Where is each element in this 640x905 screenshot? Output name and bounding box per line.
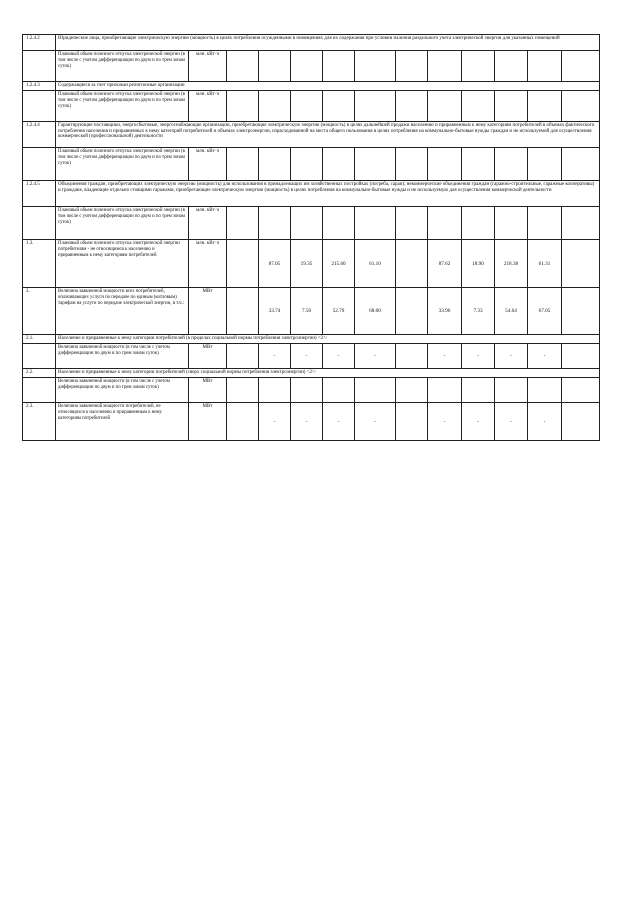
value-cell [428,378,462,403]
row-number: 1.2.4.5 [23,181,56,207]
tariff-table [22,34,600,441]
value-cell [227,344,259,369]
section-header-row [23,122,600,148]
value-cell [562,288,600,335]
value-cell: - [428,403,462,441]
value-cell [396,288,428,335]
value-cell [323,207,355,240]
value-cell [323,51,355,82]
value-cell: - [291,344,323,369]
section-header-row [23,369,600,378]
value-cell [495,207,528,240]
value-cell: 61.31 [528,240,562,288]
value-cell [259,207,291,240]
row-number: 2.3. [23,403,56,441]
unit-cell: млн. кВт·ч [189,91,227,122]
value-cell: - [355,403,396,441]
value-cell [428,91,462,122]
value-cell [562,403,600,441]
row-label: Величина заявленной мощности (в том числе с учетом дифференциации по двум и по трем зонам суток) [56,378,189,403]
value-cell [495,378,528,403]
unit-cell: МВт [189,378,227,403]
value-cell [259,378,291,403]
value-cell: - [259,344,291,369]
value-cell: 33.96 [428,288,462,335]
value-cell [291,207,323,240]
row-label: Величина заявленной мощности (в том числе с учетом дифференциации по двум и по трем зонам суток) [56,344,189,369]
tariff-table-sheet [22,34,595,441]
value-cell [528,378,562,403]
row-label: Величина заявленной мощности потребителей, не относящихся к населению и приравненным к нему категориям потребителей [56,403,189,441]
value-cell: - [428,344,462,369]
row-number [23,51,56,82]
value-cell [227,148,259,181]
section-header-row [23,335,600,344]
value-cell: - [462,403,495,441]
value-cell [227,51,259,82]
table-row [23,378,600,403]
value-cell [355,51,396,82]
row-number [23,207,56,240]
value-cell [291,51,323,82]
row-number: 2.1. [23,335,56,344]
row-number: 2. [23,288,56,335]
value-cell [396,51,428,82]
value-cell [291,378,323,403]
value-cell [462,378,495,403]
row-label: Плановый объем полезного отпуска электрической энергии (в том числе с учетом дифференциации по двум и по трем зонам суток) [56,207,189,240]
value-cell [227,288,259,335]
value-cell: - [323,344,355,369]
value-cell [562,51,600,82]
row-label: Плановый объем полезного отпуска электрической энергии потребителям - не относящимся к населению и приравненным к нему категориям потребителей [56,240,189,288]
value-cell [227,207,259,240]
value-cell [227,240,259,288]
value-cell [396,91,428,122]
value-cell: - [495,403,528,441]
table-row [23,344,600,369]
row-number: 1.2.4.3 [23,82,56,91]
row-number [23,378,56,403]
value-cell [355,91,396,122]
section-title: Объединения граждан, приобретающих электрическую энергию (мощность) для использования в принадлежащих им хозяйственных постройках (погреба, сараи); некоммерческие объединения граждан (гаражно-строительные, гаражные кооперативы) и граждане, владеющие отдельно стоящими гаражами, приобретающие электрическую энергию (мощность) в целях потребления на коммунально-бытовые нужды и не используемую для осуществления коммерческой деятельности [56,181,600,207]
value-cell [562,91,600,122]
value-cell: - [355,344,396,369]
row-number: 1.3. [23,240,56,288]
value-cell [396,240,428,288]
value-cell [562,378,600,403]
value-cell [428,148,462,181]
row-label: Плановый объем полезного отпуска электрической энергии (в том числе с учетом дифференциации по двум и по трем зонам суток) [56,148,189,181]
value-cell [323,378,355,403]
value-cell: 87.62 [428,240,462,288]
section-header-row [23,35,600,51]
row-label: Плановый объем полезного отпуска электрической энергии (в том числе с учетом дифференциации по двум и по трем зонам суток) [56,91,189,122]
unit-cell: МВт [189,403,227,441]
value-cell [396,403,428,441]
value-cell [291,148,323,181]
value-cell: - [528,403,562,441]
table-row [23,288,600,335]
section-title: Юридические лица, приобретающие электрическую энергию (мощность) в целях потребления осужденными в помещениях для их содержания при условии наличия раздельного учета электрической энергии для указанных помещений [56,35,600,51]
value-cell [396,148,428,181]
row-number: 2.2. [23,369,56,378]
section-header-row [23,181,600,207]
value-cell: - [291,403,323,441]
value-cell [355,378,396,403]
unit-cell: млн. кВт·ч [189,51,227,82]
section-title: Население и приравненные к нему категории потребителей (сверх социальной нормы потребления электроэнергии) <2>: [56,369,600,378]
value-cell: 87.05 [259,240,291,288]
value-cell: - [323,403,355,441]
section-title: Содержащиеся за счет прихожан религиозные организации [56,82,600,91]
section-title: Гарантирующие поставщики, энергосбытовые, энергоснабжающие организации, приобретающие электрическую энергию (мощность) в целях дальнейшей продажи населению и приравненным к нему категориям потребителей в объемах фактического потребления населения и приравненных к нему категорий потребителей и объемах электроэнергии, израсходованной на места общего пользования в целях потребления на коммунально-бытовые нужды граждан и не используемой для осуществления коммерческой (профессиональной) деятельности [56,122,600,148]
row-number [23,91,56,122]
table-row [23,240,600,288]
value-cell [528,207,562,240]
table-row [23,91,600,122]
row-number [23,344,56,369]
value-cell: 218.38 [495,240,528,288]
section-header-row [23,82,600,91]
unit-cell: млн. кВт·ч [189,240,227,288]
value-cell [462,148,495,181]
value-cell [462,51,495,82]
value-cell [396,344,428,369]
value-cell [396,378,428,403]
value-cell [562,207,600,240]
row-label: Величина заявленной мощности всех потребителей, оплачивающих услуги по передаче по единым (котловым) тарифам на услуги по передаче электрической энергии, в т.ч.: [56,288,189,335]
value-cell [528,91,562,122]
value-cell [227,91,259,122]
row-label: Плановый объем полезного отпуска электрической энергии (в том числе с учетом дифференциации по двум и по трем зонам суток) [56,51,189,82]
value-cell: - [528,344,562,369]
row-number: 1.2.4.2 [23,35,56,51]
value-cell [462,207,495,240]
value-cell: - [495,344,528,369]
value-cell [291,91,323,122]
value-cell: 61.10 [355,240,396,288]
value-cell [355,207,396,240]
value-cell: 215.60 [323,240,355,288]
value-cell: 68.00 [355,288,396,335]
value-cell [323,91,355,122]
value-cell: - [462,344,495,369]
value-cell [462,91,495,122]
value-cell: 33.74 [259,288,291,335]
unit-cell: млн. кВт·ч [189,148,227,181]
value-cell: 18.90 [462,240,495,288]
table-row [23,403,600,441]
value-cell [528,51,562,82]
value-cell: 7.33 [462,288,495,335]
value-cell [259,51,291,82]
value-cell [227,403,259,441]
section-title: Население и приравненные к нему категории потребителей (в пределах социальной нормы потребления электроэнергии) <2>: [56,335,600,344]
value-cell [562,344,600,369]
value-cell [562,148,600,181]
value-cell [495,91,528,122]
value-cell [495,51,528,82]
value-cell [227,378,259,403]
value-cell [528,148,562,181]
value-cell: 67.05 [528,288,562,335]
table-row [23,207,600,240]
row-number [23,148,56,181]
value-cell: 54.64 [495,288,528,335]
table-row [23,148,600,181]
row-number: 1.2.4.4 [23,122,56,148]
unit-cell: МВт [189,288,227,335]
value-cell [355,148,396,181]
value-cell: 19.35 [291,240,323,288]
value-cell [428,207,462,240]
value-cell: 52.79 [323,288,355,335]
unit-cell: млн. кВт·ч [189,207,227,240]
value-cell [428,51,462,82]
value-cell [259,148,291,181]
value-cell: - [259,403,291,441]
unit-cell: МВт [189,344,227,369]
value-cell [495,148,528,181]
value-cell [562,240,600,288]
value-cell [396,207,428,240]
value-cell: 7.50 [291,288,323,335]
value-cell [259,91,291,122]
table-row [23,51,600,82]
value-cell [323,148,355,181]
